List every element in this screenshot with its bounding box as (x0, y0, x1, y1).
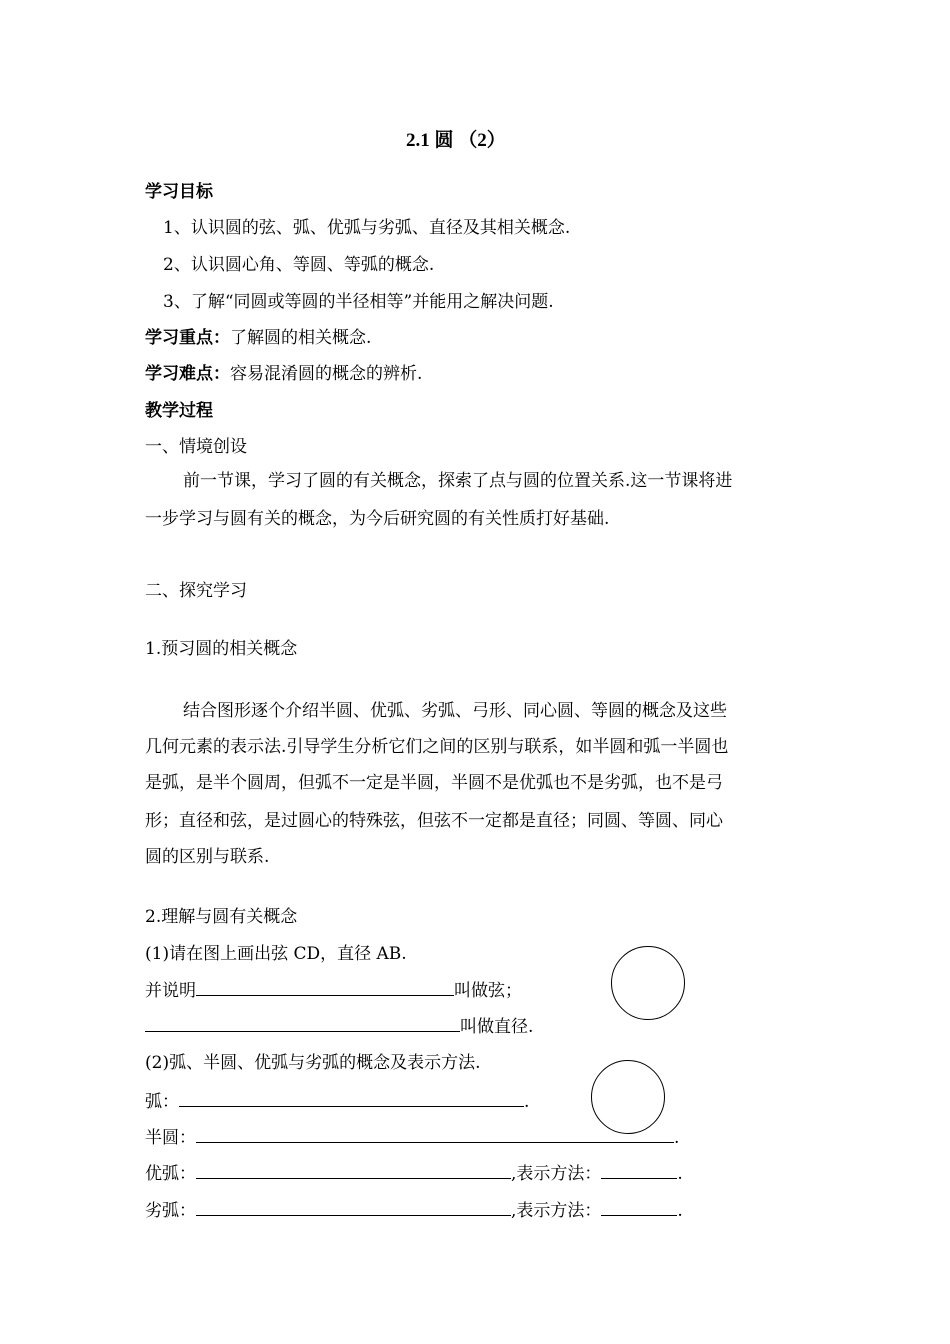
sub2-heading: 2.理解与圆有关概念 (145, 907, 298, 927)
process-heading: 教学过程 (145, 401, 213, 421)
section1-paragraph-line: 前一节课，学习了圆的有关概念，探索了点与圆的位置关系.这一节课将进 (183, 471, 733, 491)
diameter-suffix: 叫做直径. (460, 1017, 534, 1037)
major-arc-line (145, 1162, 683, 1185)
chord-suffix: 叫做弦； (454, 981, 522, 1001)
minor-arc-notation-blank[interactable] (601, 1199, 677, 1216)
sub1-paragraph-line: 形；直径和弦，是过圆心的特殊弦，但弦不一定都是直径；同圆、等圆、同心 (145, 811, 723, 831)
semicircle-line (145, 1126, 679, 1149)
arc-answer-blank[interactable] (179, 1090, 524, 1107)
major-arc-notation-label: ,表示方法： (511, 1164, 602, 1184)
difficulty-label: 学习难点： (145, 364, 230, 384)
major-arc-period: . (677, 1164, 683, 1184)
arc-line (145, 1090, 529, 1113)
major-arc-label: 优弧： (145, 1164, 196, 1184)
chord-answer-blank[interactable] (196, 979, 454, 996)
major-arc-notation-blank[interactable] (601, 1162, 677, 1179)
minor-arc-line (145, 1199, 683, 1222)
sub1-paragraph-line: 几何元素的表示法.引导学生分析它们之间的区别与联系，如半圆和弧一半圆也 (145, 737, 729, 757)
key-point-text: 了解圆的相关概念. (230, 328, 372, 348)
circle-figure-1[interactable] (611, 946, 685, 1020)
key-point (145, 327, 371, 349)
section1-paragraph-line: 一步学习与圆有关的概念，为今后研究圆的有关性质打好基础. (145, 509, 610, 529)
sub1-paragraph-line: 是弧，是半个圆周，但弧不一定是半圆，半圆不是优弧也不是劣弧，也不是弓 (145, 773, 723, 793)
minor-arc-notation-label: ,表示方法： (511, 1201, 602, 1221)
sub1-heading: 1.预习圆的相关概念 (145, 639, 298, 659)
objectives-heading: 学习目标 (145, 182, 213, 202)
section2-heading: 二、探究学习 (145, 581, 247, 601)
section1-heading: 一、情境创设 (145, 437, 247, 457)
minor-arc-label: 劣弧： (145, 1201, 196, 1221)
objective-item: 1、认识圆的弦、弧、优弧与劣弧、直径及其相关概念. (163, 218, 571, 238)
difficulty (145, 363, 422, 385)
difficulty-text: 容易混淆圆的概念的辨析. (230, 364, 423, 384)
page-title: 2.1 圆 （2） (406, 130, 506, 151)
key-point-label: 学习重点： (145, 328, 230, 348)
semicircle-period: . (674, 1128, 680, 1148)
objective-item: 3、了解“同圆或等圆的半径相等”并能用之解决问题. (163, 292, 554, 312)
sub1-paragraph-line: 圆的区别与联系. (145, 847, 270, 867)
semicircle-label: 半圆： (145, 1128, 196, 1148)
objective-item: 2、认识圆心角、等圆、等弧的概念. (163, 255, 435, 275)
chord-definition-line (145, 979, 522, 1002)
explain-prefix: 并说明 (145, 981, 196, 1001)
sub1-paragraph-line: 结合图形逐个介绍半圆、优弧、劣弧、弓形、同心圆、等圆的概念及这些 (183, 701, 727, 721)
question-1: (1)请在图上画出弦 CD，直径 AB. (145, 944, 407, 964)
arc-label: 弧： (145, 1092, 179, 1112)
circle-figure-2[interactable] (591, 1060, 665, 1134)
major-arc-answer-blank[interactable] (196, 1162, 511, 1179)
minor-arc-period: . (677, 1201, 683, 1221)
diameter-answer-blank[interactable] (145, 1015, 460, 1032)
semicircle-answer-blank[interactable] (196, 1126, 674, 1143)
diameter-definition-line (145, 1015, 533, 1038)
question-2: (2)弧、半圆、优弧与劣弧的概念及表示方法. (145, 1053, 481, 1073)
arc-period: . (524, 1092, 530, 1112)
minor-arc-answer-blank[interactable] (196, 1199, 511, 1216)
